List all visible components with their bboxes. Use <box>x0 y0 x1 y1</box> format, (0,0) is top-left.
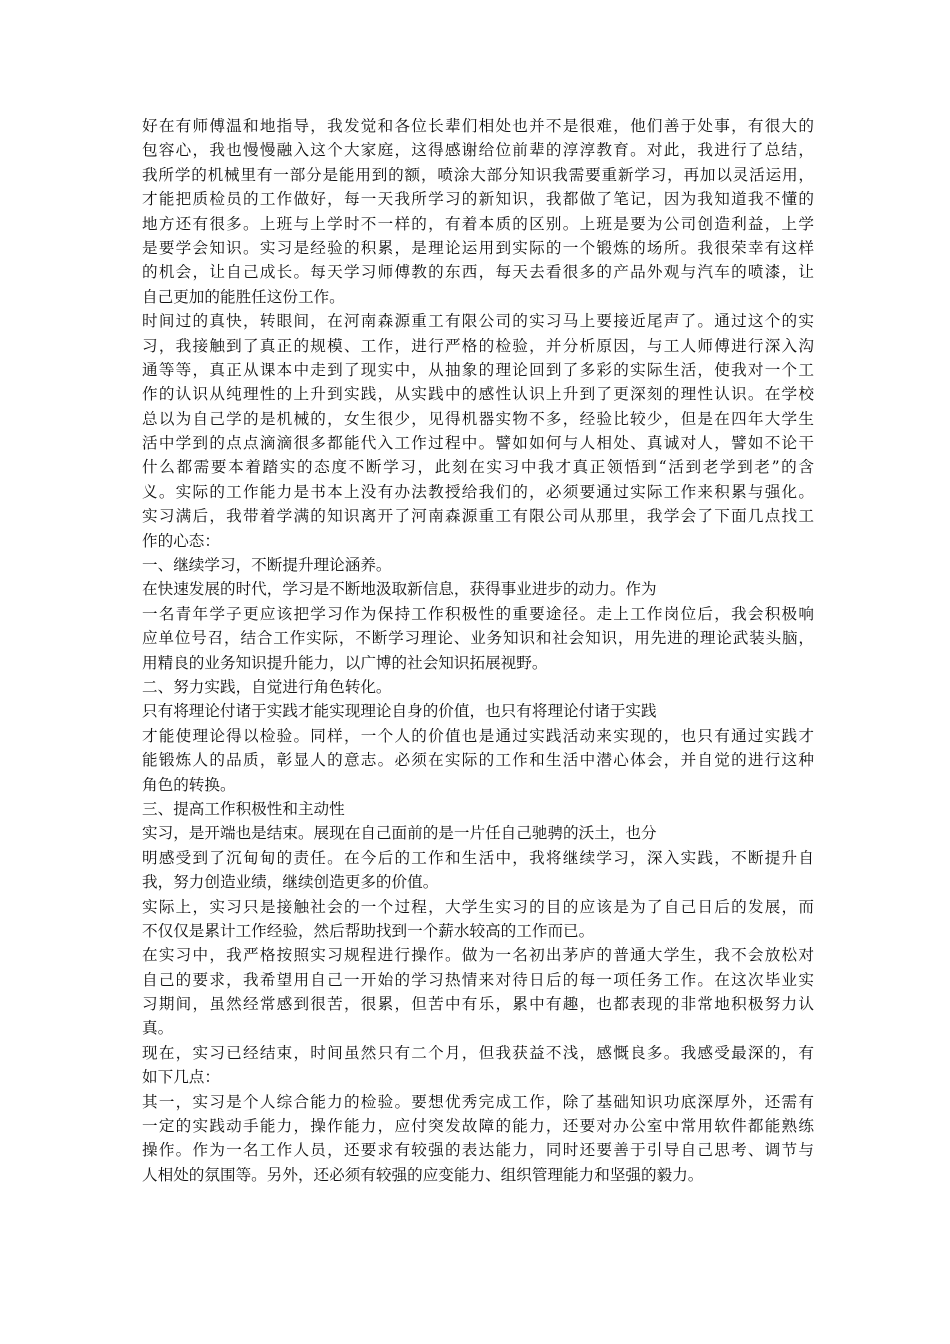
text-line: 在快速发展的时代，学习是不断地汲取新信息，获得事业进步的动力。作为 <box>142 580 657 599</box>
text-line: 习，我接触到了真正的规模、工作，进行严格的检验，并分析原因，与工人师傅进行深入沟 <box>142 336 814 355</box>
text-line: 一名青年学子更应该把学习作为保持工作积极性的重要途径。走上工作岗位后，我会积极响 <box>142 604 814 623</box>
text-line: 一、继续学习，不断提升理论涵养。 <box>142 556 392 575</box>
text-line: 人相处的氛围等。另外，还必须有较强的应变能力、组织管理能力和坚强的毅力。 <box>142 1165 704 1184</box>
text-line: 作的认识从纯理性的上升到实践，从实践中的感性认识上升到了更深刻的理性认识。在学校 <box>142 385 814 404</box>
text-line: 三、提高工作积极性和主动性 <box>142 799 345 818</box>
text-line: 包容心，我也慢慢融入这个大家庭，这得感谢给位前辈的淳淳教育。对此，我进行了总结， <box>142 141 814 160</box>
text-line: 自己更加的能胜任这份工作。 <box>142 287 345 306</box>
text-line: 作的心态： <box>142 531 220 550</box>
text-line: 时间过的真快，转眼间，在河南森源重工有限公司的实习马上要接近尾声了。通过这个的实 <box>142 312 814 331</box>
text-line: 现在，实习已经结束，时间虽然只有二个月，但我获益不浅，感慨良多。我感受最深的，有 <box>142 1043 814 1062</box>
text-line: 角色的转换。 <box>142 775 236 794</box>
text-line: 的机会，让自己成长。每天学习师傅教的东西，每天去看很多的产品外观与汽车的喷漆，让 <box>142 263 814 282</box>
text-line: 才能把质检员的工作做好，每一天我所学习的新知识，我都做了笔记，因为我知道我不懂的 <box>142 190 814 209</box>
text-line: 是要学会知识。实习是经验的积累，是理论运用到实际的一个锻炼的场所。我很荣幸有这样 <box>142 238 814 257</box>
text-line: 才能使理论得以检验。同样，一个人的价值也是通过实践活动来实现的，也只有通过实践才 <box>142 726 814 745</box>
text-line: 只有将理论付诸于实践才能实现理论自身的价值，也只有将理论付诸于实践 <box>142 702 657 721</box>
text-line: 义。实际的工作能力是书本上没有办法教授给我们的，必须要通过实际工作来积累与强化。 <box>142 482 814 501</box>
text-line: 能锻炼人的品质，彰显人的意志。必须在实际的工作和生活中潜心体会，并自觉的进行这种 <box>142 751 814 770</box>
text-line: 习期间，虽然经常感到很苦，很累，但苦中有乐，累中有趣，也都表现的非常地积极努力认 <box>142 995 814 1014</box>
text-line: 什么都需要本着踏实的态度不断学习，此刻在实习中我才真正领悟到“活到老学到老”的含 <box>142 458 814 477</box>
text-line: 应单位号召，结合工作实际，不断学习理论、业务知识和社会知识，用先进的理论武装头脑， <box>142 629 814 648</box>
text-line: 我所学的机械里有一部分是能用到的额，喷涂大部分知识我需要重新学习，再加以灵活运用， <box>142 165 814 184</box>
text-line: 实习，是开端也是结束。展现在自己面前的是一片任自己驰骋的沃土，也分 <box>142 824 657 843</box>
text-line: 通等等，真正从课本中走到了现实中，从抽象的理论回到了多彩的实际生活，使我对一个工 <box>142 360 814 379</box>
text-line: 在实习中，我严格按照实习规程进行操作。做为一名初出茅庐的普通大学生，我不会放松对 <box>142 946 814 965</box>
text-line: 实际上，实习只是接触社会的一个过程，大学生实习的目的应该是为了自己日后的发展，而 <box>142 897 814 916</box>
text-line: 不仅仅是累计工作经验，然后帮助找到一个薪水较高的工作而已。 <box>142 921 595 940</box>
text-line: 总以为自己学的是机械的，女生很少，见得机器实物不多，经验比较少，但是在四年大学生 <box>142 409 814 428</box>
text-line: 真。 <box>142 1019 174 1038</box>
document-body <box>142 114 814 1187</box>
text-line: 好在有师傅温和地指导，我发觉和各位长辈们相处也并不是很难，他们善于处事，有很大的 <box>142 117 814 135</box>
text-line: 实习满后，我带着学满的知识离开了河南森源重工有限公司从那里，我学会了下面几点找工 <box>142 507 814 526</box>
text-line: 一定的实践动手能力，操作能力，应付突发故障的能力，还要对办公室中常用软件都能熟练 <box>142 1117 814 1136</box>
text-line: 自己的要求，我希望用自己一开始的学习热情来对待日后的每一项任务工作。在这次毕业实 <box>142 970 814 989</box>
text-line: 明感受到了沉甸甸的责任。在今后的工作和生活中，我将继续学习，深入实践，不断提升自 <box>142 848 814 867</box>
text-line: 地方还有很多。上班与上学时不一样的，有着本质的区别。上班是要为公司创造利益，上学 <box>142 214 814 233</box>
text-line: 用精良的业务知识提升能力，以广博的社会知识拓展视野。 <box>142 653 548 672</box>
text-line: 操作。作为一名工作人员，还要求有较强的表达能力，同时还要善于引导自己思考、调节与 <box>142 1141 814 1160</box>
text-line: 其一，实习是个人综合能力的检验。要想优秀完成工作，除了基础知识功底深厚外，还需有 <box>142 1092 814 1111</box>
text-line: 二、努力实践，自觉进行角色转化。 <box>142 677 392 696</box>
text-line: 活中学到的点点滴滴很多都能代入工作过程中。譬如如何与人相处、真诚对人，譬如不论干 <box>142 434 814 453</box>
text-line: 我，努力创造业绩，继续创造更多的价值。 <box>142 873 439 892</box>
text-line: 如下几点： <box>142 1068 220 1087</box>
